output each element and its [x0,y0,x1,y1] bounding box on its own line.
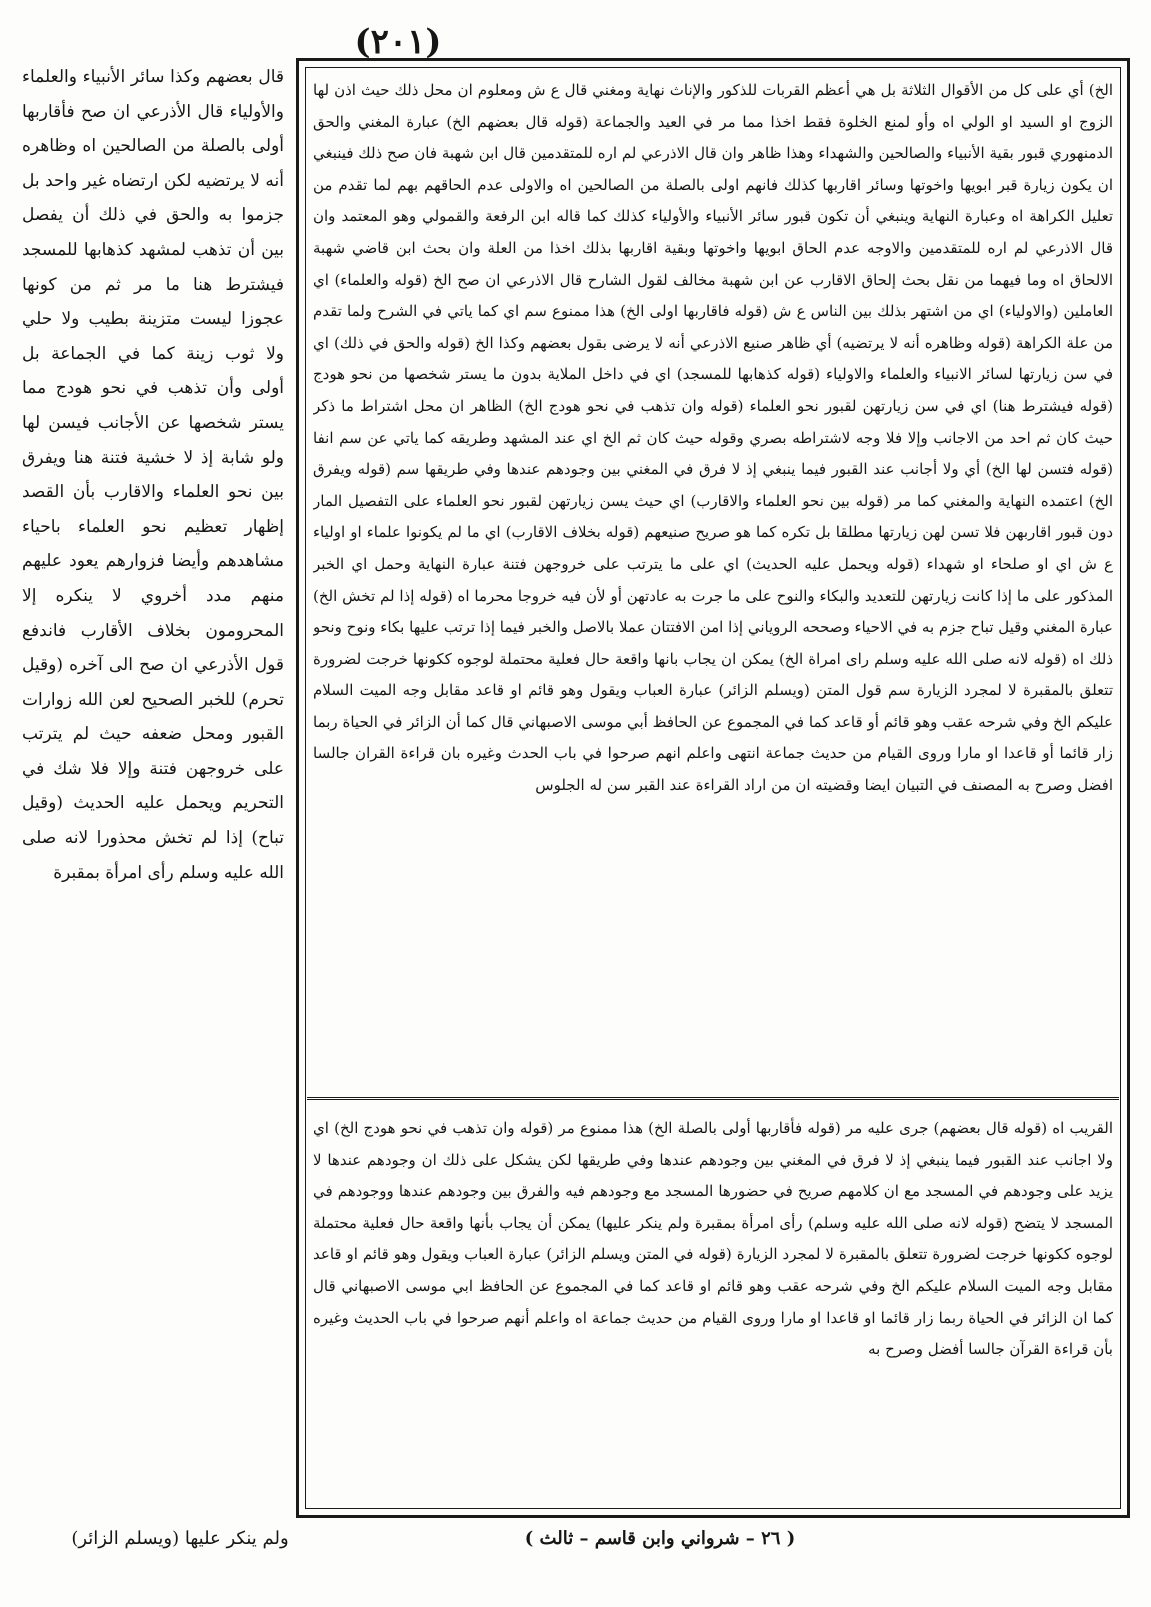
footer-margin-continuation: ولم ينكر عليها (ويسلم الزائر) [71,1528,289,1549]
footer-volume-label: ( ٢٦ – شرواني وابن قاسم – ثالث ) [524,1528,796,1549]
commentary-lower-block: القريب اه (قوله قال بعضهم) جرى عليه مر (قوله فأقاربها أولى بالصلة الخ) هذا ممنوع مر (قوله وان تذهب في نحو هودج الخ) اي ولا اجانب عند القبور فيما ينبغي إذ لا فرق في المغني بين وجودهم عندها وفي طريقها لكن يشكل على ذلك ان وجودهم عندها لا يزيد على وجودهم في المسجد مع ان كلامهم صريح في حضورها المسجد مع وجودهم فيه والفرق بين وجودهم عندها ووجودهم في المسجد لا يتضح (قوله لانه صلى الله عليه وسلم) رأى امرأة بمقبرة ولم ينكر عليها) يمكن أن يجاب بأنها واقعة حال فعلية محتملة لوجوه ككونها خرجت لضرورة تتعلق بالمقبرة لا لمجرد الزيارة (قوله في المتن ويسلم الزائر) عبارة العباب ويقول وهو قائم او قاعد مقابل وجه الميت السلام عليكم الخ وفي شرحه عقب وهو قائم او قاعد كما في المجموع عن الحافظ ابي موسى الاصبهاني قال كما ان الزائر في الحياة ربما زار قائما او قاعدا او مارا وروى القيام من حديث جماعة اه واعلم أنهم صرحوا في باب الحديث وغيره بأن قراءة القرآن جالسا أفضل وصرح به [313,1119,1113,1359]
commentary-upper-block: الخ) أي على كل من الأقوال الثلاثة بل هي أعظم القربات للذكور والإناث نهاية ومغني قال ع ش ومعلوم ان محل ذلك حيث اذن لها الزوج او السيد او الولي اه وأو لمنع الخلوة فقط اخذا مما مر في العيد والجماعة (قوله قال بعضهم الخ) عبارة المغني والحق الدمنهوري قبور بقية الأنبياء والصالحين والشهداء وهذا ظاهر وان قال الاذرعي لم اره للمتقدمين قال ابن شهبة فان صح ذلك فينبغي ان يكون زيارة قبر ابويها واخوتها وسائر اقاربها كذلك فانهم اولى بالصلة من الصالحين اه والاولى عدم الحاقهم بهم لما تقدم من تعليل الكراهة اه وعبارة النهاية وينبغي أن تكون قبور سائر الأنبياء والأولياء كذلك كما قاله ابن الرفعة والقمولي وهو المعتمد وان قال الاذرعي لم اره للمتقدمين والاوجه عدم الحاق ابويها واخوتها وبقية اقاربها بذلك اخذا من العلة وان بحث ابن قاضي شهبة الالحاق اه وما فيهما من نقل بحث إلحاق الاقارب عن ابن شهبة مخالف لقول الشارح قال الاذرعي ان صح الخ (قوله والعلماء) اي العاملين (والاولياء) اي من اشتهر بذلك بين الناس ع ش (قوله فاقاربها اولى الخ) هذا ممنوع سم اي كما ياتي في الشرح ولما تقدم من علة الكراهة (قوله وظاهره أنه لا يرتضيه) أي ظاهر صنيع الاذرعي أنه لا يرضى بقول بعضهم وكذا الخ (قوله والحق في ذلك) اي في سن زيارتها لسائر الانبياء والعلماء والاولياء (قوله كذهابها للمسجد) اي في داخل الملاية بدون ما يستر شخصها من نحو هودج (قوله فيشترط هنا) اي في سن زيارتهن لقبور نحو العلماء (قوله وان تذهب في نحو هودج الخ) الظاهر ان محل اشتراط ما ذكر حيث كان ثم احد من الاجانب وإلا فلا وجه لاشتراطه بصري وقوله حيث كان ثم الخ اي عند المشهد وطريقه كما ياتي عن سم انفا (قوله فتسن لها الخ) أي ولا أجانب عند القبور فيما ينبغي إذ لا فرق في المغني بين وجودهم عندها وفي طريقها سم (قوله ويفرق الخ) اعتمده النهاية والمغني كما مر (قوله بين نحو العلماء والاقارب) اي حيث يسن زيارتهن لقبور نحو العلماء على التفصيل المار دون قبور اقاربهن فلا تسن لهن زيارتها مطلقا بل تكره كما هو صريح صنيعهم (قوله بخلاف الاقارب) اي ما لم يكونوا علماء او اولياء ع ش اي او صلحاء او شهداء (قوله ويحمل عليه الحديث) اي على ما يترتب على خروجهن فتنة عبارة النهاية وحمل اي الخبر المذكور على ما إذا كانت زيارتهن للتعديد والبكاء والنوح على ما جرت به عادتهن أو لأن فيه خروجا محرما اه (قوله إذا لم تخش الخ) عبارة المغني وقيل تباح جزم به في الاحياء وصححه الروياني إذا امن الافتتان عملا بالاصل والخبر فيما إذا ترتب عليها بكاء ونوح ونحو ذلك اه (قوله لانه صلى الله عليه وسلم راى امراة الخ) يمكن ان يجاب بانها واقعة حال فعلية محتملة لوجوه ككونها خرجت لضرورة تتعلق بالمقبرة لا لمجرد الزيارة سم قول المتن (ويسلم الزائر) عبارة العباب ويقول وهو قائم او قاعد مقابل وجه الميت السلام عليكم الخ وفي شرحه عقب وهو قائم أو قاعد كما في المجموع عن الحافظ أبي موسى الاصبهاني قال كما أن الزائر في الحياة ربما زار قائما أو قاعدا او مارا وروى القيام من حديث جماعة انتهى واعلم انهم صرحوا في باب الحدث وغيره بان قراءة القران جالسا افضل وصرح به المصنف في التبيان ايضا وقضيته ان من اراد القراءة عند القبر سن له الجلوس [313,81,1113,795]
margin-text-column: قال بعضهم وكذا سائر الأنبياء والعلماء والأولياء قال الأذرعي ان صح فأقاربها أولى بالصلة من الصالحين اه وظاهره أنه لا يرتضيه لكن ارتضاه غير واحد بل جزموا به والحق في ذلك أن يفصل بين أن تذهب لمشهد كذهابها للمسجد فيشترط هنا ما مر ثم من كونها عجوزا ليست متزينة بطيب ولا حلي ولا ثوب زينة كما في الجماعة بل أولى وأن تذهب في نحو هودج مما يستر شخصها عن الأجانب فيسن لها ولو شابة إذ لا خشية فتنة هنا ويفرق بين نحو العلماء والاقارب بأن القصد إظهار تعظيم نحو العلماء باحياء مشاهدهم وأيضا فزوارهم يعود عليهم منهم مدد أخروي لا ينكره إلا المحرومون بخلاف الأقارب فاندفع قول الأذرعي ان صح الى آخره (وقيل تحرم) للخبر الصحيح لعن الله زوارات القبور ومحل ضعفه حيث لم يترتب على خروجهن فتنة وإلا فلا شك في التحريم ويحمل عليه الحديث (وقيل تباح) إذا لم تخش محذورا لانه صلى الله عليه وسلم رأى امرأة بمقبرة [22,67,284,883]
page-number: (٢٠١) [354,22,442,62]
main-text-frame [296,58,1130,1518]
section-separator [307,1097,1119,1100]
